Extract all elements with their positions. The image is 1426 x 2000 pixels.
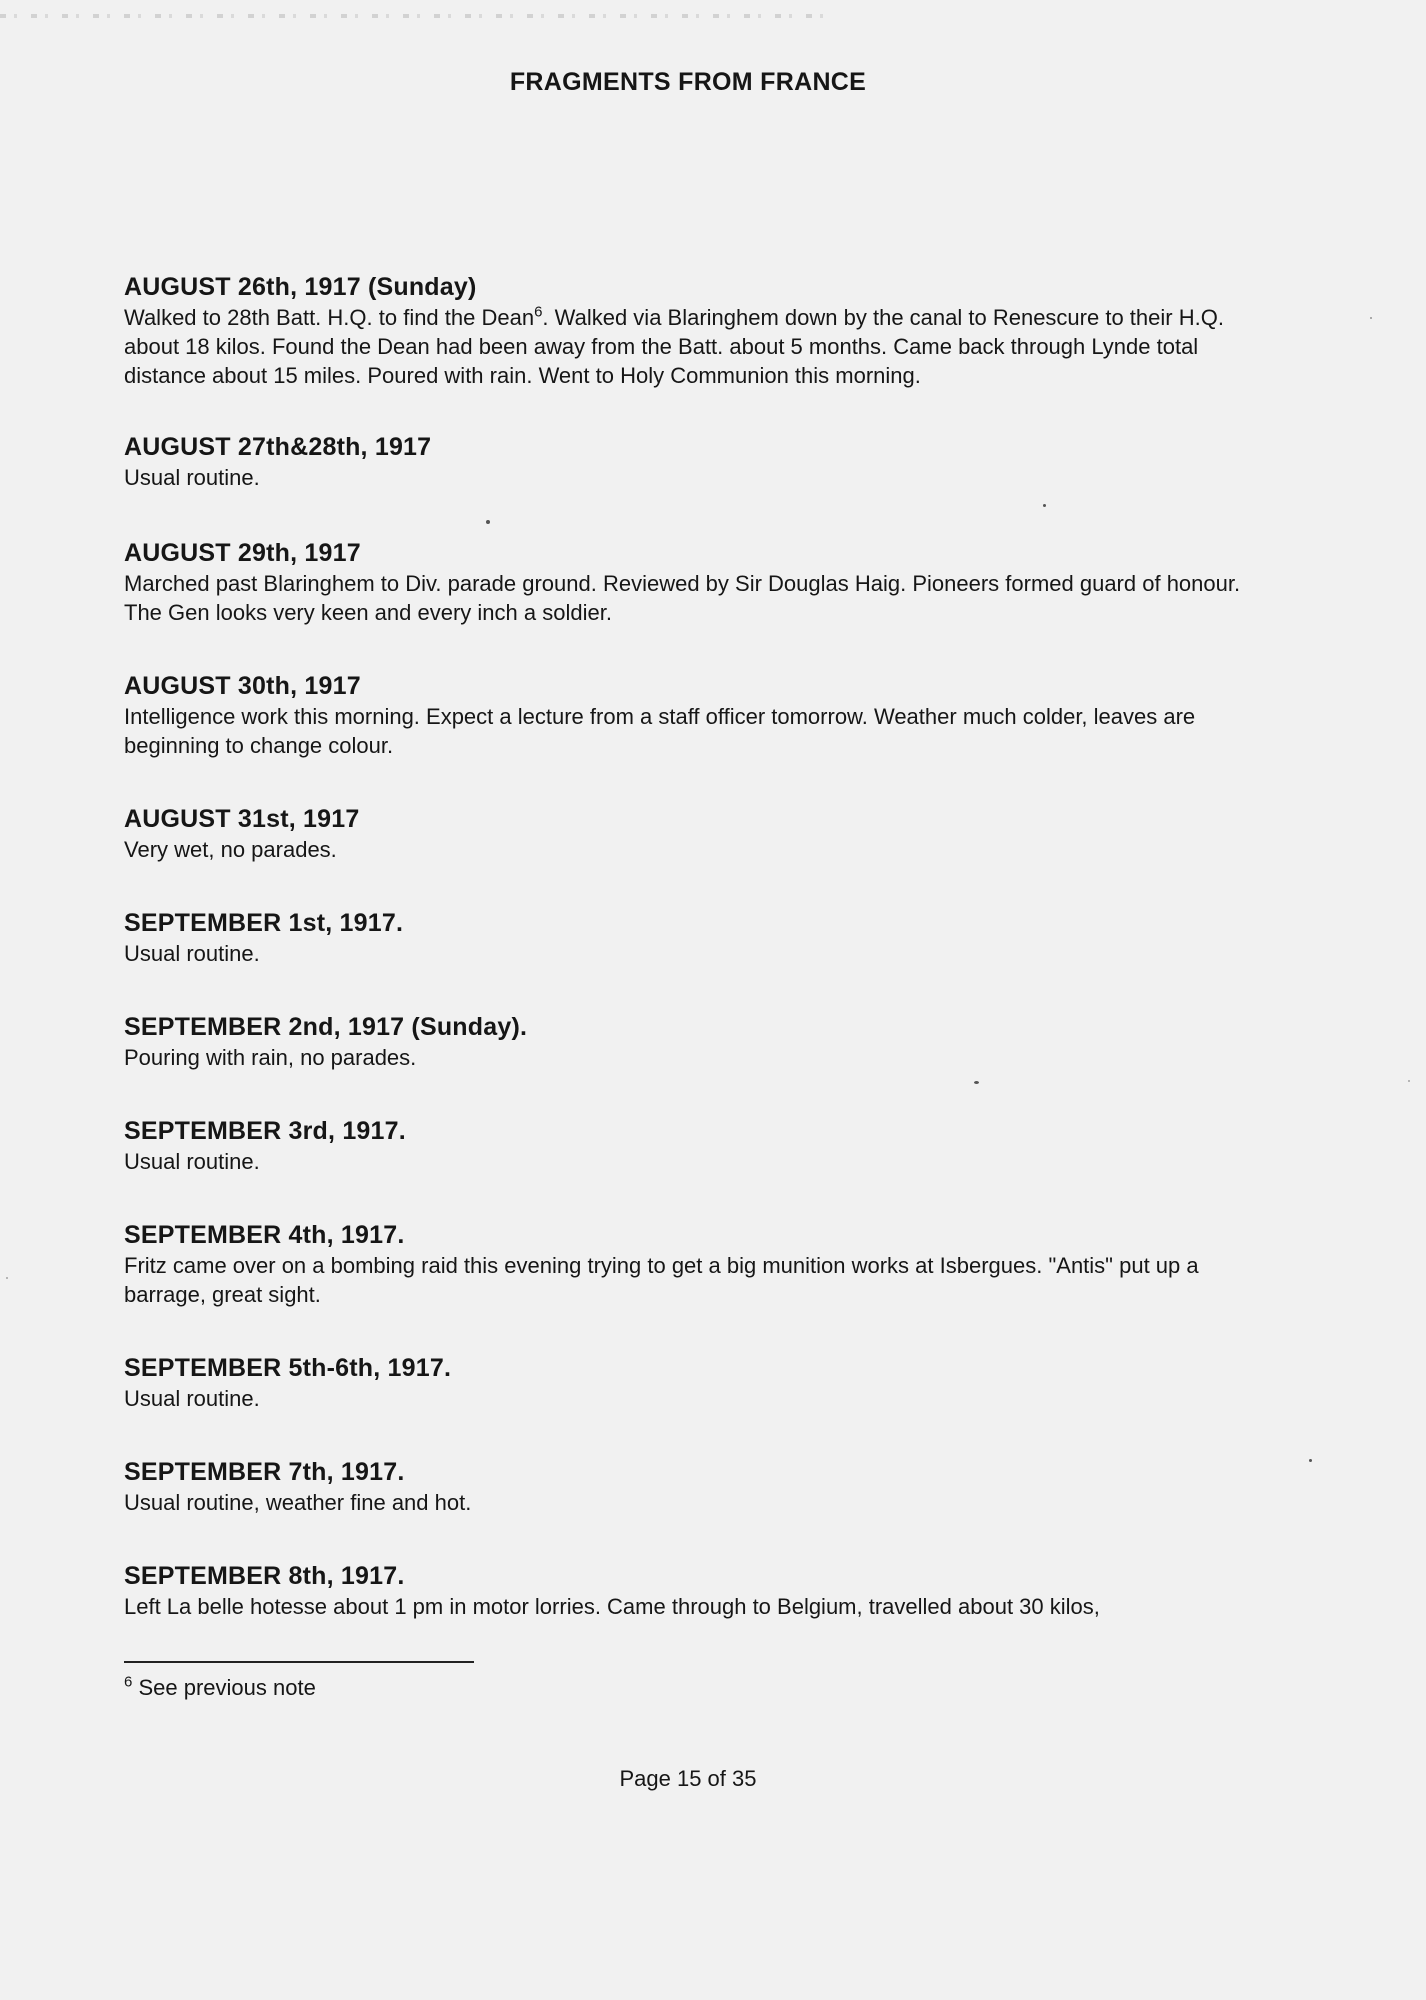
entry-heading: SEPTEMBER 1st, 1917.	[124, 909, 404, 937]
scan-speck	[974, 1081, 979, 1084]
scan-speck	[1408, 1080, 1410, 1082]
entry-heading: AUGUST 29th, 1917	[124, 539, 361, 567]
entry-text-part: Walked to 28th Batt. H.Q. to find the Dean	[124, 305, 535, 330]
entry-text	[124, 303, 1264, 390]
page-number: Page 15 of 35	[619, 1766, 757, 1791]
footnote	[124, 1673, 316, 1703]
entry-heading: SEPTEMBER 4th, 1917.	[124, 1221, 405, 1249]
entry-text-part: . Walked via Blaringhem down by the canal to Renescure to their H.Q. about 18 kilos. Found the Dean had been away from the Batt. about 5 months. Came back through Lynde total distance about 15 miles. Poured with rain. Went to Holy Communion this morning.	[124, 305, 1224, 388]
footnote-reference[interactable]: 6	[534, 303, 543, 321]
diary-entries	[124, 272, 1264, 1621]
entry-heading: AUGUST 31st, 1917	[124, 805, 360, 833]
document-title: FRAGMENTS FROM FRANCE	[509, 68, 867, 96]
entry-text: Pouring with rain, no parades.	[124, 1045, 417, 1070]
entry-heading: AUGUST 30th, 1917	[124, 672, 361, 700]
entry-heading: SEPTEMBER 3rd, 1917.	[124, 1117, 406, 1145]
entry-sep-8	[124, 1561, 1264, 1621]
entry-heading: SEPTEMBER 5th-6th, 1917.	[124, 1354, 452, 1382]
entry-heading: SEPTEMBER 2nd, 1917 (Sunday).	[124, 1013, 528, 1041]
entry-aug-27-28	[124, 432, 1264, 492]
entry-heading: SEPTEMBER 7th, 1917.	[124, 1458, 405, 1486]
scan-artifact	[0, 14, 830, 18]
entry-text: Usual routine.	[124, 1386, 260, 1411]
entry-sep-3	[124, 1116, 1264, 1176]
entry-aug-26	[124, 272, 1264, 390]
scan-speck	[1309, 1459, 1312, 1462]
entry-text: Fritz came over on a bombing raid this evening trying to get a big munition works at Isbergues. "Antis" put up a barrage, great sight.	[124, 1253, 1199, 1307]
entry-text: Usual routine.	[124, 465, 260, 490]
scan-speck	[6, 1277, 8, 1279]
entry-aug-29	[124, 538, 1264, 627]
entry-heading: AUGUST 27th&28th, 1917	[124, 433, 432, 461]
footnote-number: 6	[124, 1673, 133, 1691]
entry-text: Usual routine.	[124, 941, 260, 966]
footnote-text: See previous note	[132, 1675, 316, 1700]
scan-speck	[1043, 504, 1046, 507]
footnote-divider	[124, 1661, 474, 1663]
entry-aug-31	[124, 804, 1264, 864]
entry-text: Usual routine.	[124, 1149, 260, 1174]
entry-sep-1	[124, 908, 1264, 968]
entry-aug-30	[124, 671, 1264, 760]
entry-sep-4	[124, 1220, 1264, 1309]
entry-sep-7	[124, 1457, 1264, 1517]
entry-text: Intelligence work this morning. Expect a lecture from a staff officer tomorrow. Weather much colder, leaves are beginning to change colour.	[124, 704, 1196, 758]
entry-sep-5-6	[124, 1353, 1264, 1413]
scan-speck	[486, 520, 490, 524]
entry-text: Marched past Blaringhem to Div. parade ground. Reviewed by Sir Douglas Haig. Pioneers formed guard of honour. The Gen looks very keen and every inch a soldier.	[124, 571, 1241, 625]
entry-heading: AUGUST 26th, 1917 (Sunday)	[124, 273, 477, 301]
entry-text: Usual routine, weather fine and hot.	[124, 1490, 472, 1515]
scan-speck	[1370, 317, 1372, 319]
entry-heading: SEPTEMBER 8th, 1917.	[124, 1562, 405, 1590]
entry-sep-2	[124, 1012, 1264, 1072]
entry-text: Very wet, no parades.	[124, 837, 337, 862]
entry-text: Left La belle hotesse about 1 pm in motor lorries. Came through to Belgium, travelled about 30 kilos,	[124, 1594, 1100, 1619]
